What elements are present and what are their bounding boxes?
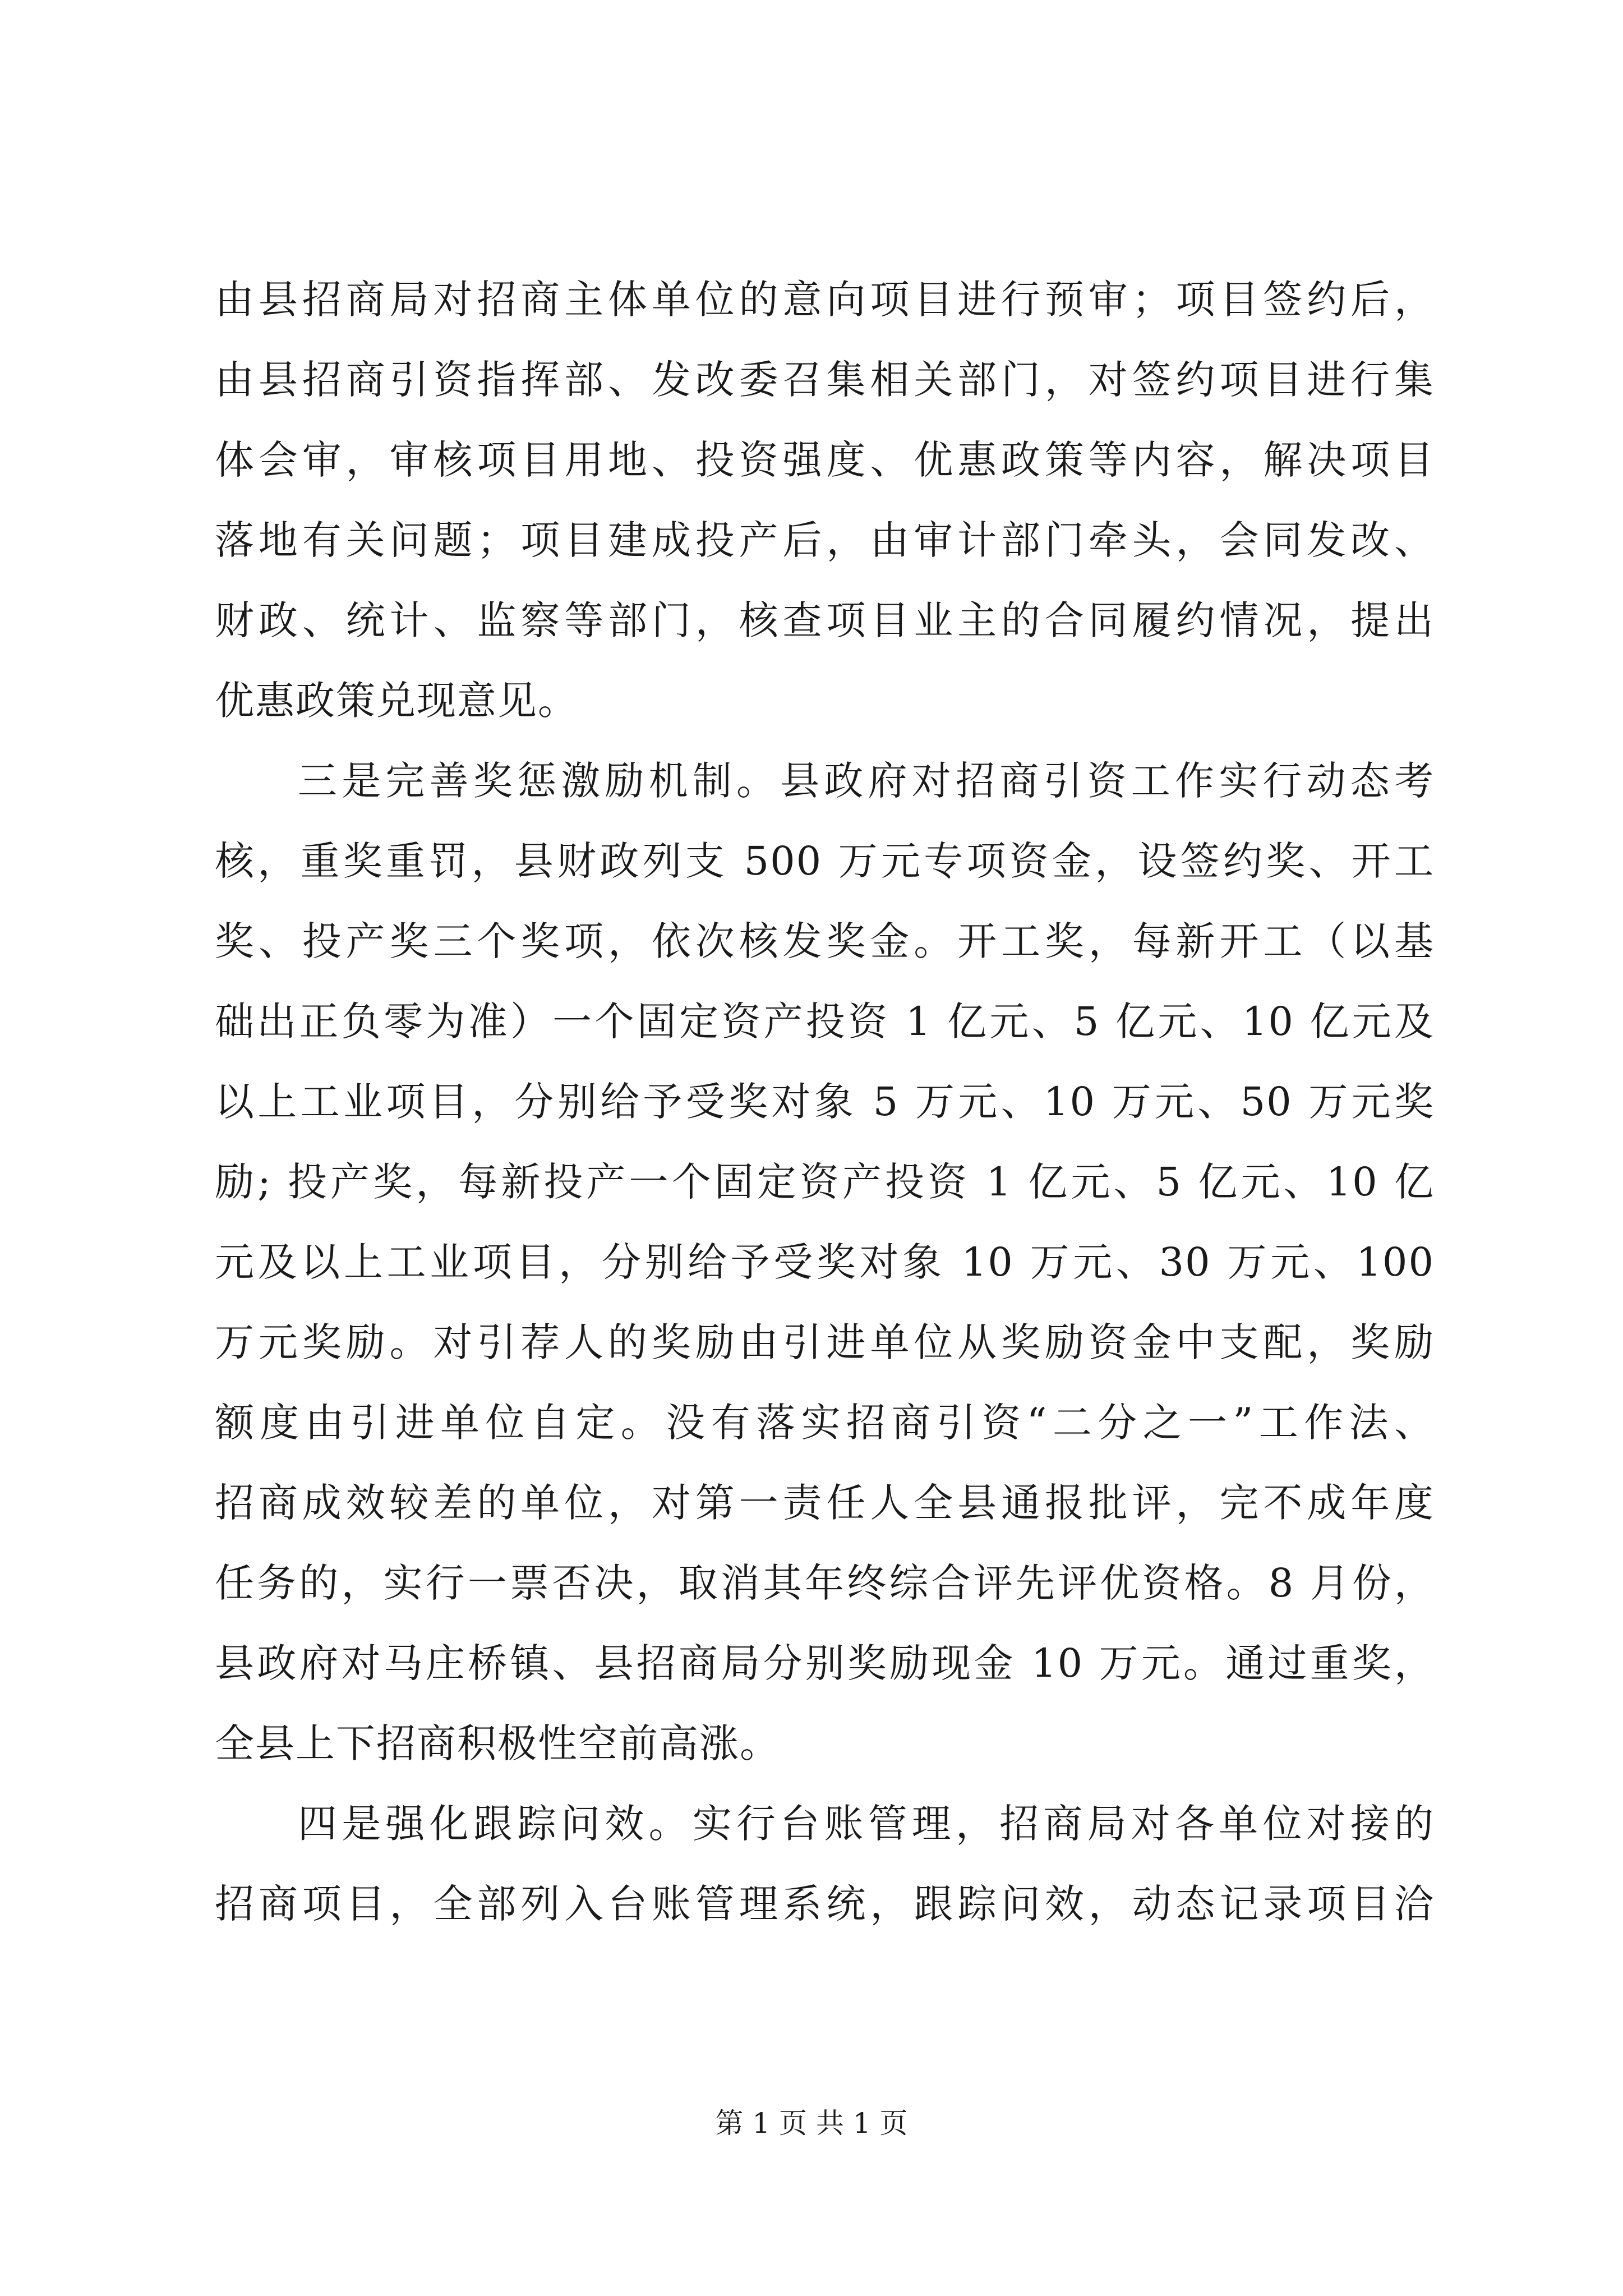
text-line: 财政、统计、监察等部门，核查项目业主的合同履约情况，提出 bbox=[215, 597, 1435, 643]
text-line: 招商成效较差的单位，对第一责任人全县通报批评，完不成年度 bbox=[215, 1480, 1435, 1526]
text-line: 体会审，审核项目用地、投资强度、优惠政策等内容，解决项目 bbox=[215, 437, 1435, 483]
text-line: 以上工业项目，分别给予受奖对象 5 万元、10 万元、50 万元奖 bbox=[215, 1079, 1435, 1125]
text-line: 由县招商引资指挥部、发改委召集相关部门，对签约项目进行集 bbox=[215, 357, 1435, 403]
text-line: 全县上下招商积极性空前高涨。 bbox=[215, 1720, 780, 1766]
page-number-footer: 第 1 页 共 1 页 bbox=[715, 2107, 908, 2139]
text-line: 招商项目，全部列入台账管理系统，跟踪问效，动态记录项目洽 bbox=[215, 1881, 1435, 1927]
text-line: 县政府对马庄桥镇、县招商局分别奖励现金 10 万元。通过重奖， bbox=[215, 1640, 1435, 1686]
document-body bbox=[215, 260, 1435, 1944]
text-line: 优惠政策兑现意见。 bbox=[215, 678, 578, 724]
text-line: 奖、投产奖三个奖项，依次核发奖金。开工奖，每新开工（以基 bbox=[215, 918, 1435, 964]
text-line: 万元奖励。对引荐人的奖励由引进单位从奖励资金中支配，奖励 bbox=[215, 1319, 1435, 1365]
paragraph-start-line: 三是完善奖惩激励机制。县政府对招商引资工作实行动态考 bbox=[298, 758, 1435, 804]
text-line: 元及以上工业项目，分别给予受奖对象 10 万元、30 万元、100 bbox=[215, 1239, 1435, 1285]
paragraph-start-line: 四是强化跟踪问效。实行台账管理，招商局对各单位对接的 bbox=[298, 1801, 1435, 1847]
text-line: 落地有关问题；项目建成投产后，由审计部门牵头，会同发改、 bbox=[215, 517, 1435, 563]
text-line: 任务的，实行一票否决，取消其年终综合评先评优资格。8 月份， bbox=[215, 1560, 1435, 1606]
text-line: 核，重奖重罚，县财政列支 500 万元专项资金，设签约奖、开工 bbox=[215, 838, 1435, 884]
text-line: 额度由引进单位自定。没有落实招商引资“二分之一”工作法、 bbox=[215, 1400, 1435, 1446]
text-line: 础出正负零为准）一个固定资产投资 1 亿元、5 亿元、10 亿元及 bbox=[215, 999, 1435, 1045]
text-line: 由县招商局对招商主体单位的意向项目进行预审；项目签约后， bbox=[215, 277, 1435, 323]
text-line: 励; 投产奖，每新投产一个固定资产投资 1 亿元、5 亿元、10 亿 bbox=[215, 1159, 1435, 1205]
